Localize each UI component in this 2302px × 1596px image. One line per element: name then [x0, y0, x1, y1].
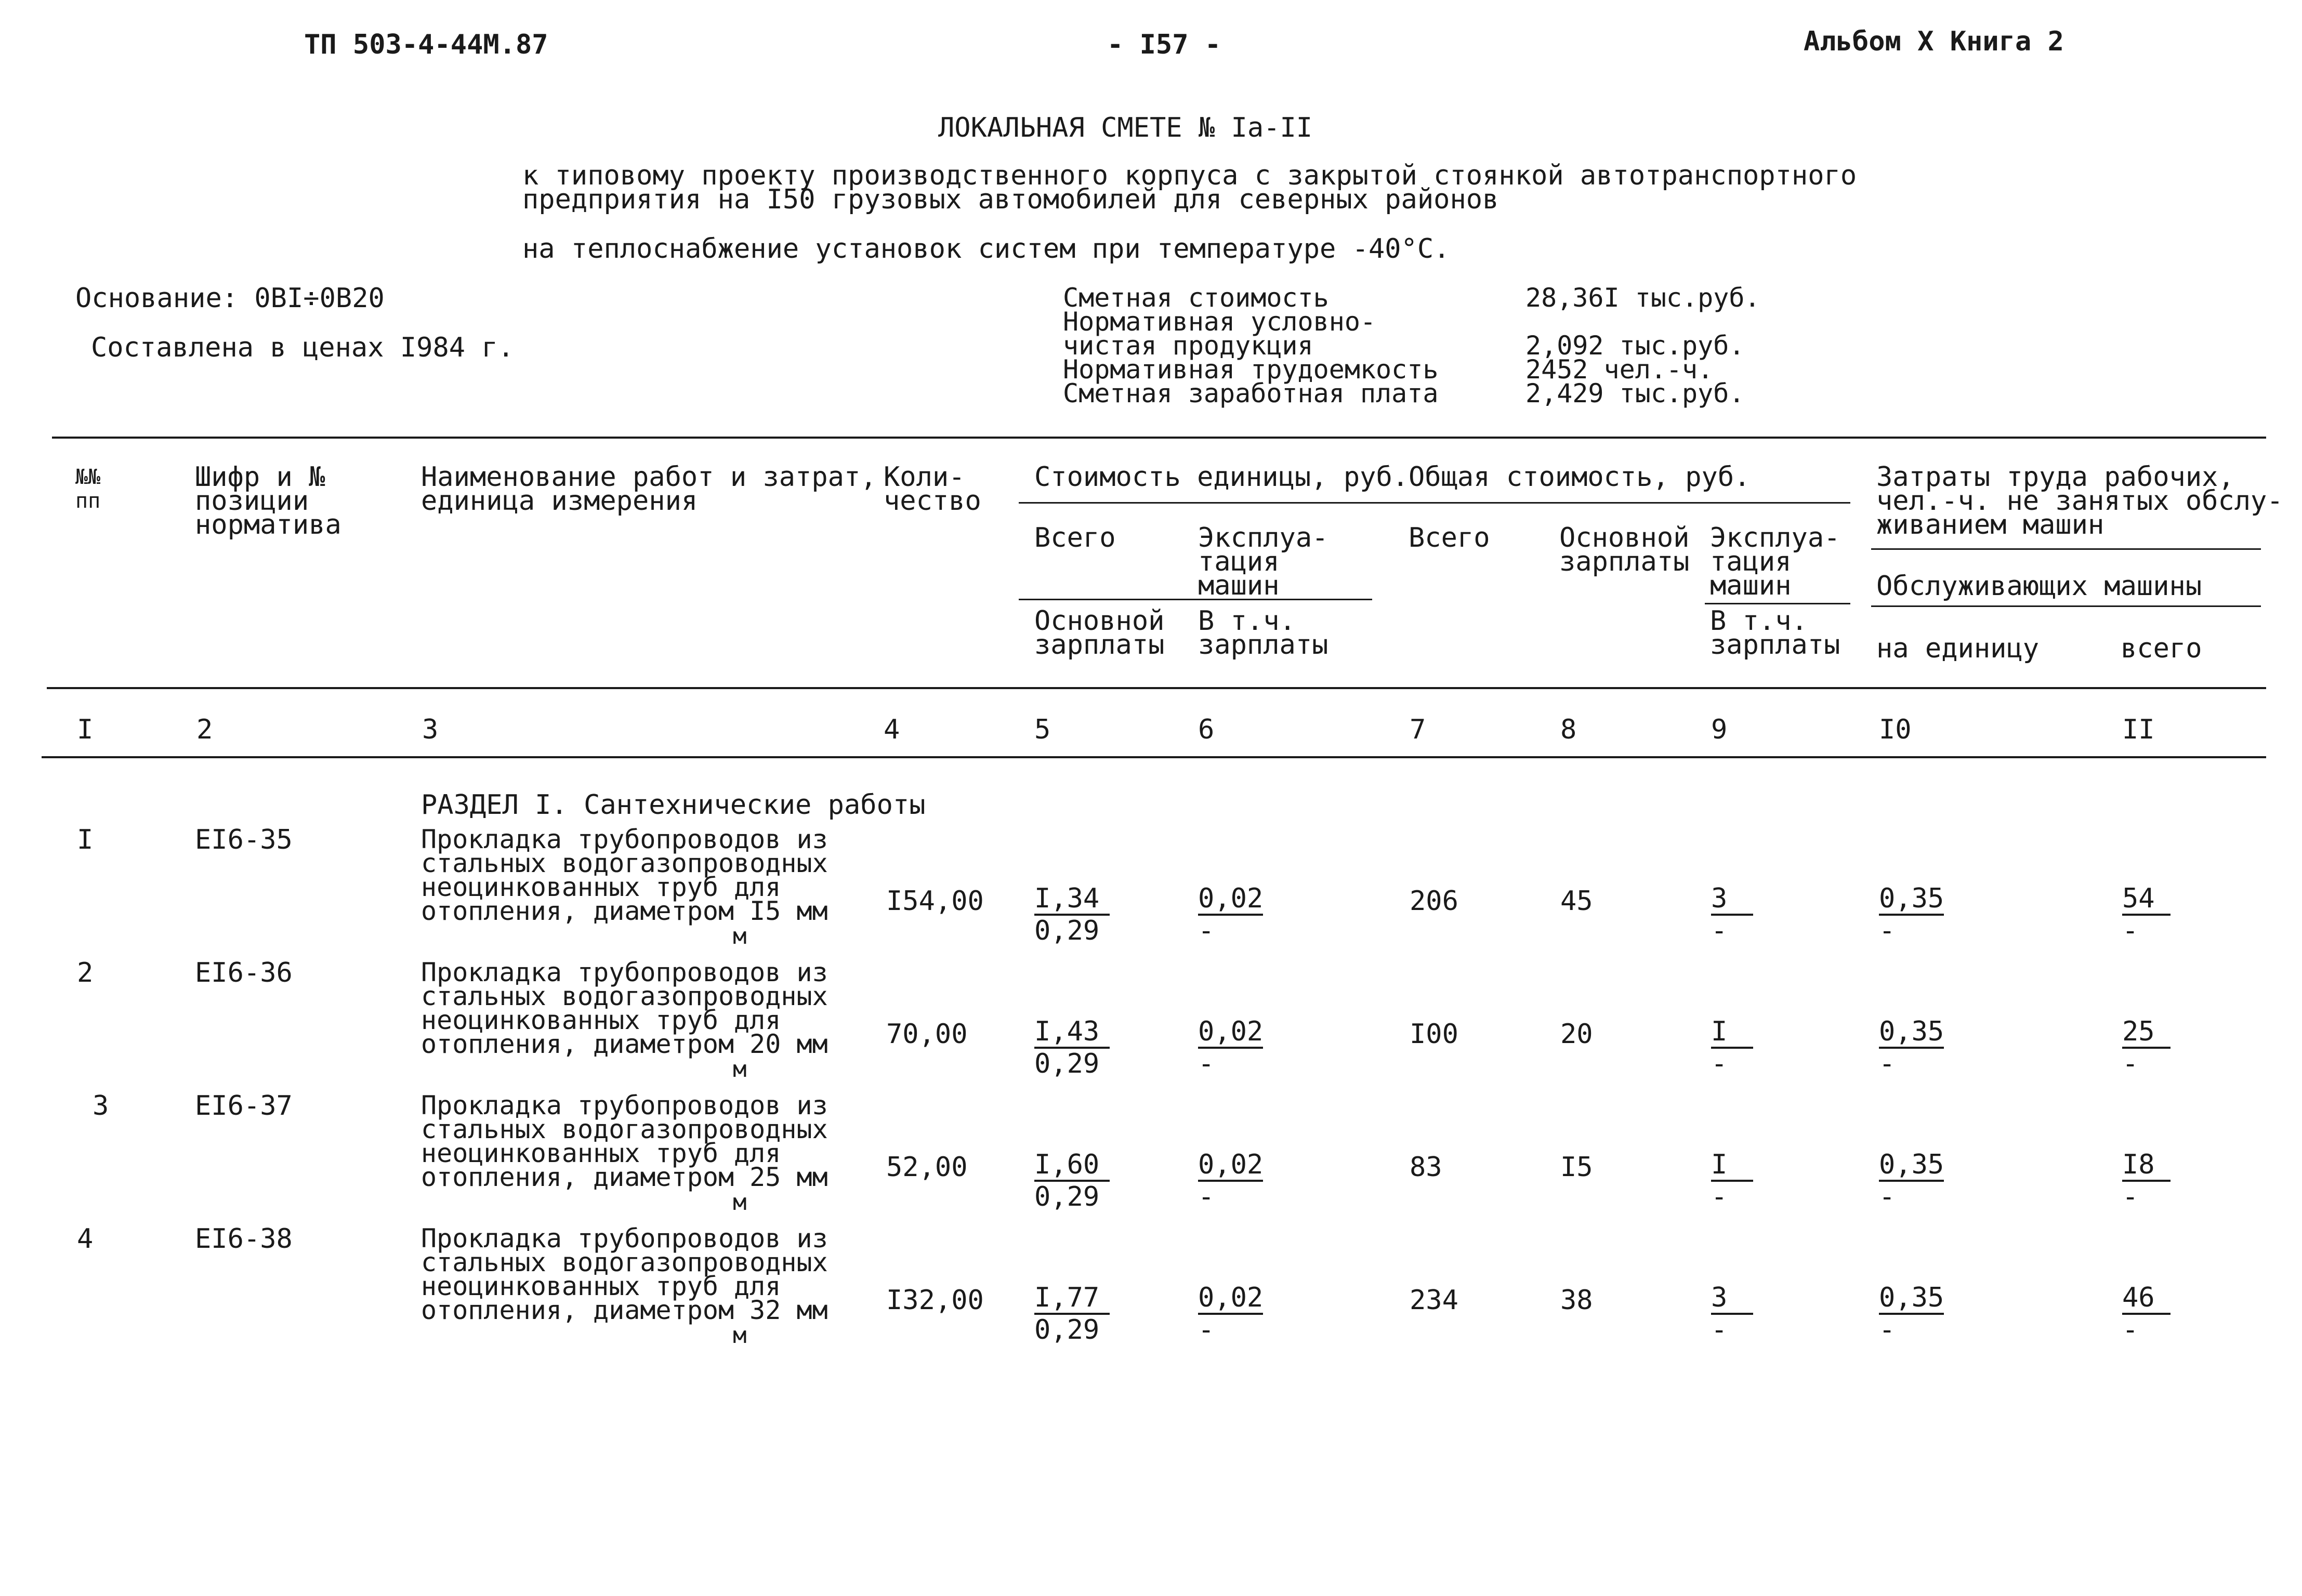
- labor-per-unit-value: 0,35: [1879, 1283, 1944, 1315]
- row-labor-per-unit: [1879, 883, 1944, 946]
- unit-cost-total: I,77: [1034, 1283, 1110, 1315]
- document-subject: на теплоснабжение установок систем при температуре -40°С.: [522, 233, 1450, 265]
- col-header-quantity: Коли- чество: [884, 461, 981, 517]
- row-labor-total: [2122, 1283, 2171, 1345]
- row-description: Прокладка трубопроводов из стальных водогазопроводных неоцинкованных труб для отопления, диаметром I5 мм: [421, 824, 828, 926]
- labor-total-machine: -: [2122, 915, 2139, 946]
- unit-cost-wage: 0,29: [1034, 1181, 1100, 1212]
- row-labor-per-unit: [1879, 1150, 1944, 1212]
- basis-text: Основание: 0BI÷0B20: [75, 283, 385, 314]
- row-unit: м: [733, 1189, 747, 1216]
- row-unit-cost: [1034, 1017, 1110, 1079]
- row-code: EI6-35: [195, 824, 293, 855]
- col-header-unit-incl-wage: В т.ч. зарплаты: [1198, 605, 1328, 661]
- labor-per-unit-value: 0,35: [1879, 1150, 1944, 1182]
- total-cost-subrule: [1705, 603, 1850, 604]
- row-labor-per-unit: [1879, 1283, 1944, 1345]
- row-description: Прокладка трубопроводов из стальных водогазопроводных неоцинкованных труб для отопления, диаметром 25 мм: [421, 1090, 828, 1192]
- row-basic-wage: 38: [1560, 1285, 1593, 1316]
- total-machine-cost: 3: [1711, 883, 1753, 916]
- col-header-name: Наименование работ и затрат, единица измерения: [421, 461, 877, 517]
- unit-cost-wage: 0,29: [1034, 915, 1100, 946]
- document-subtitle: к типовому проекту производственного корпуса с закрытой стоянкой автотранспортного предприятия на I50 грузовых автомобилей для северных районов: [522, 160, 1857, 215]
- col-header-labor-per-unit: на единицу: [1876, 633, 2040, 664]
- row-unit-machine: [1198, 883, 1263, 946]
- labor-per-unit-machine: -: [1879, 1314, 1896, 1346]
- document-title: ЛОКАЛЬНАЯ СМЕТЕ № Iа-II: [938, 112, 1313, 143]
- unit-cost-total: I,34: [1034, 883, 1110, 916]
- row-number: 4: [77, 1223, 94, 1255]
- row-labor-total: [2122, 1017, 2171, 1079]
- labor-header-rule: [1871, 548, 2261, 550]
- col-header-labor-serving: Обслуживающих машины: [1876, 571, 2202, 602]
- col-header-number: №№ пп: [75, 465, 101, 513]
- labor-per-unit-value: 0,35: [1879, 883, 1944, 916]
- row-description: Прокладка трубопроводов из стальных водогазопроводных неоцинкованных труб для отопления, диаметром 20 мм: [421, 957, 828, 1059]
- row-basic-wage: 20: [1560, 1019, 1593, 1050]
- section-title: РАЗДЕЛ I. Сантехнические работы: [421, 789, 926, 821]
- row-number: 3: [93, 1090, 109, 1122]
- document-code: ТП 503-4-44М.87: [304, 29, 548, 60]
- row-labor-per-unit: [1879, 1017, 1944, 1079]
- total-machine-wage: -: [1711, 1048, 1728, 1079]
- row-unit-machine: [1198, 1017, 1263, 1079]
- row-total-machine: [1711, 1017, 1753, 1079]
- total-machine-cost: 3: [1711, 1283, 1753, 1315]
- unit-machine-cost: 0,02: [1198, 1017, 1263, 1049]
- labor-total-value: I8: [2122, 1150, 2171, 1182]
- column-number: I0: [1879, 714, 1912, 745]
- col-header-labor-total: всего: [2121, 633, 2202, 664]
- column-number: 9: [1711, 714, 1728, 745]
- album-label: Альбом X Книга 2: [1804, 26, 2064, 57]
- labor-total-value: 25: [2122, 1017, 2171, 1049]
- row-quantity: 70,00: [886, 1019, 968, 1050]
- row-unit: м: [733, 1056, 747, 1083]
- unit-machine-cost: 0,02: [1198, 883, 1263, 916]
- unit-machine-cost: 0,02: [1198, 1283, 1263, 1315]
- labor-per-unit-value: 0,35: [1879, 1017, 1944, 1049]
- labor-total-value: 46: [2122, 1283, 2171, 1315]
- unit-cost-wage: 0,29: [1034, 1314, 1100, 1346]
- unit-machine-wage: -: [1198, 915, 1215, 946]
- column-number: 6: [1198, 714, 1215, 745]
- col-header-unit-total: Всего: [1034, 522, 1116, 553]
- row-total-machine: [1711, 1283, 1753, 1345]
- row-labor-total: [2122, 883, 2171, 946]
- row-unit-cost: [1034, 1283, 1110, 1345]
- row-code: EI6-38: [195, 1223, 293, 1255]
- col-header-total-incl-wage: В т.ч. зарплаты: [1710, 605, 1840, 661]
- prices-text: Составлена в ценах I984 г.: [91, 332, 514, 363]
- row-basic-wage: 45: [1560, 886, 1593, 917]
- row-code: EI6-36: [195, 957, 293, 988]
- col-header-unit-basic-wage: Основной зарплаты: [1034, 605, 1165, 661]
- row-quantity: I32,00: [886, 1285, 984, 1316]
- unit-cost-subrule: [1019, 599, 1372, 600]
- unit-machine-wage: -: [1198, 1181, 1215, 1212]
- column-number: 8: [1560, 714, 1577, 745]
- row-total-cost: 234: [1410, 1285, 1458, 1316]
- row-total-cost: 83: [1410, 1152, 1442, 1183]
- row-unit-cost: [1034, 1150, 1110, 1212]
- unit-machine-wage: -: [1198, 1314, 1215, 1346]
- row-unit-machine: [1198, 1150, 1263, 1212]
- total-machine-wage: -: [1711, 1181, 1728, 1212]
- header-bottom-rule: [47, 687, 2266, 689]
- col-header-total-machine: Эксплуа- тация машин: [1710, 522, 1840, 601]
- labor-total-machine: -: [2122, 1314, 2139, 1346]
- unit-cost-wage: 0,29: [1034, 1048, 1100, 1079]
- unit-cost-total: I,60: [1034, 1150, 1110, 1182]
- row-quantity: I54,00: [886, 886, 984, 917]
- row-unit: м: [733, 1322, 747, 1349]
- col-header-code: Шифр и № позиции норматива: [195, 461, 341, 540]
- col-header-total-sum: Всего: [1409, 522, 1490, 553]
- labor-per-unit-machine: -: [1879, 915, 1896, 946]
- total-machine-cost: I: [1711, 1150, 1753, 1182]
- column-number: I: [77, 714, 94, 745]
- row-total-cost: 206: [1410, 886, 1458, 917]
- row-number: 2: [77, 957, 94, 988]
- summary-values: 28,36I тыс.руб. 2,092 тыс.руб. 2452 чел.-ч. 2,429 тыс.руб.: [1525, 283, 1760, 408]
- col-header-total-cost: Общая стоимость, руб.: [1409, 461, 1751, 493]
- row-total-cost: I00: [1410, 1019, 1458, 1050]
- column-number: 5: [1034, 714, 1051, 745]
- labor-per-unit-machine: -: [1879, 1181, 1896, 1212]
- column-numbers-rule: [42, 756, 2266, 758]
- row-code: EI6-37: [195, 1090, 293, 1122]
- row-quantity: 52,00: [886, 1152, 968, 1183]
- col-header-unit-machine: Эксплуа- тация машин: [1198, 522, 1328, 601]
- total-machine-cost: I: [1711, 1017, 1753, 1049]
- page-number: - I57 -: [1107, 29, 1221, 60]
- table-top-rule: [52, 437, 2266, 439]
- row-basic-wage: I5: [1560, 1152, 1593, 1183]
- row-unit-machine: [1198, 1283, 1263, 1345]
- col-header-labor: Затраты труда рабочих, чел.-ч. не занятых обслу- живанием машин: [1876, 461, 2283, 540]
- unit-machine-wage: -: [1198, 1048, 1215, 1079]
- cost-header-rule: [1019, 502, 1850, 504]
- labor-per-unit-machine: -: [1879, 1048, 1896, 1079]
- total-machine-wage: -: [1711, 1314, 1728, 1346]
- col-header-total-basic-wage: Основной зарплаты: [1559, 522, 1690, 577]
- labor-total-machine: -: [2122, 1048, 2139, 1079]
- column-number: 3: [422, 714, 439, 745]
- row-labor-total: [2122, 1150, 2171, 1212]
- unit-machine-cost: 0,02: [1198, 1150, 1263, 1182]
- labor-subrule: [1871, 605, 2261, 607]
- unit-cost-total: I,43: [1034, 1017, 1110, 1049]
- row-total-machine: [1711, 883, 1753, 946]
- total-machine-wage: -: [1711, 915, 1728, 946]
- column-number: 4: [884, 714, 900, 745]
- row-unit-cost: [1034, 883, 1110, 946]
- row-unit: м: [733, 923, 747, 949]
- column-number: 2: [196, 714, 213, 745]
- column-number: II: [2122, 714, 2155, 745]
- column-number: 7: [1410, 714, 1426, 745]
- row-description: Прокладка трубопроводов из стальных водогазопроводных неоцинкованных труб для отопления, диаметром 32 мм: [421, 1223, 828, 1325]
- row-total-machine: [1711, 1150, 1753, 1212]
- labor-total-value: 54: [2122, 883, 2171, 916]
- col-header-unit-cost: Стоимость единицы, руб.: [1034, 461, 1409, 493]
- labor-total-machine: -: [2122, 1181, 2139, 1212]
- summary-labels: Сметная стоимость Нормативная условно- чистая продукция Нормативная трудоемкость Сметная заработная плата: [1063, 283, 1439, 408]
- row-number: I: [77, 824, 94, 855]
